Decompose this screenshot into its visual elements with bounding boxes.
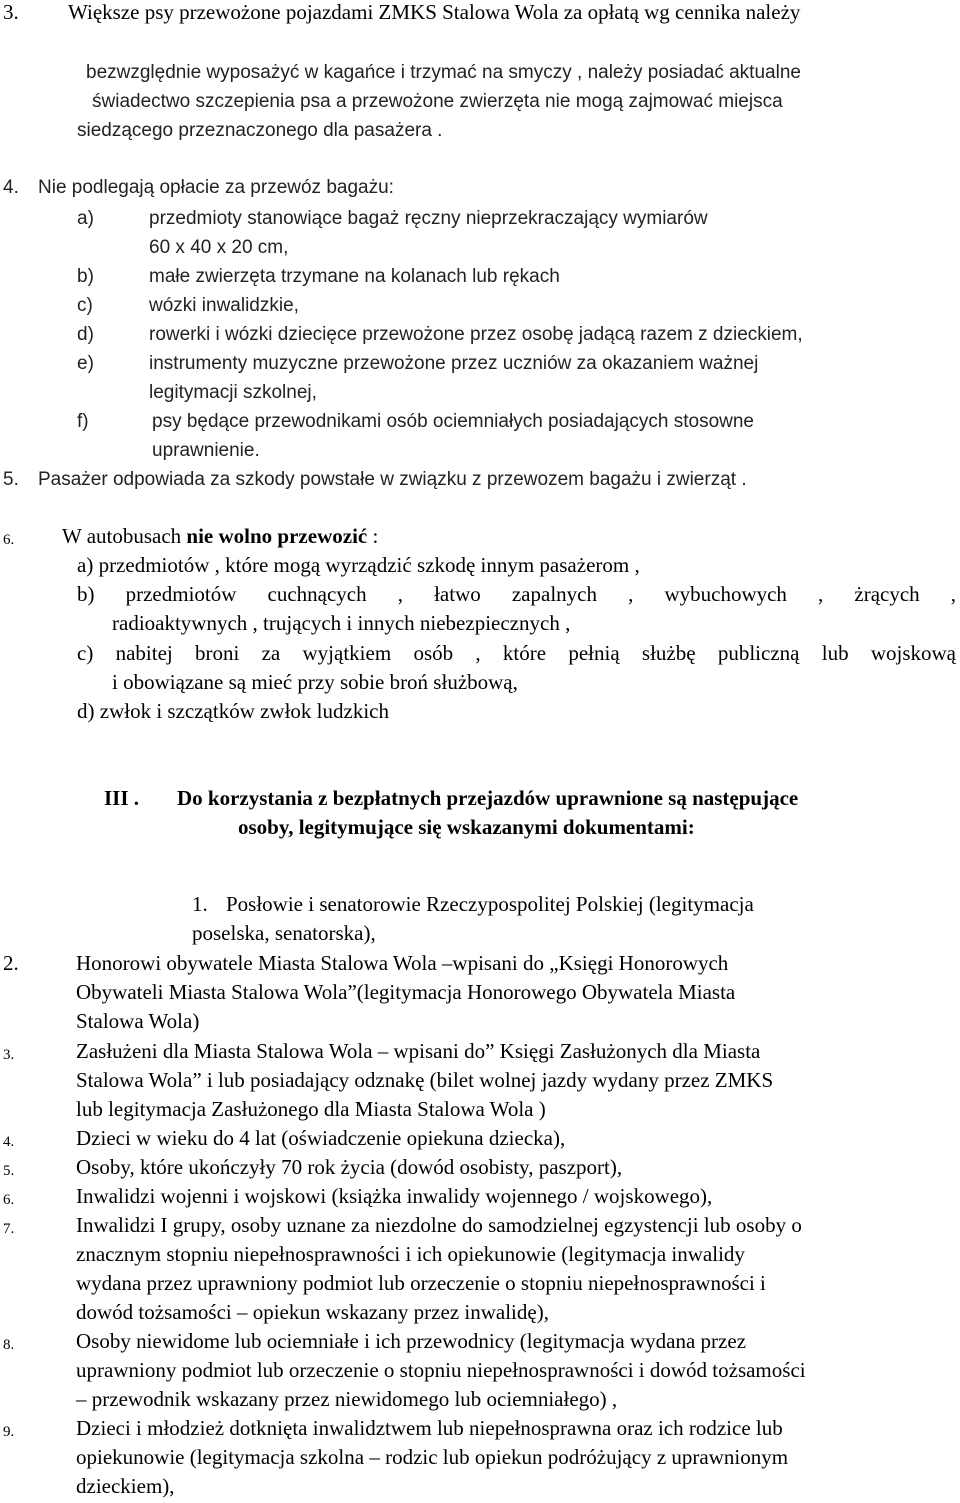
item4-e-line2: legitymacji szkolnej,: [149, 382, 317, 403]
item4-c-label: c): [77, 295, 93, 316]
item4-f-line1: psy będące przewodnikami osób ociemniałych posiadających stosowne: [152, 411, 754, 432]
item6-c-line2: i obowiązane są mieć przy sobie broń służbową,: [112, 670, 518, 694]
free-list-item-8-number: 8.: [3, 1337, 15, 1353]
item3-line4: siedzącego przeznaczonego dla pasażera .: [77, 120, 443, 141]
free-list-item-7-number: 7.: [3, 1221, 15, 1237]
free-list-item-9-line3: dzieckiem),: [76, 1474, 175, 1498]
free-list-item-5-number: 5.: [3, 1163, 15, 1179]
item6-intro: [62, 524, 378, 548]
free-list-item-2-line2: Obywateli Miasta Stalowa Wola”(legitymacja Honorowego Obywatela Miasta: [76, 980, 736, 1004]
item6-c-word: ,: [475, 641, 481, 665]
item4-b-label: b): [77, 266, 94, 287]
item4-title: Nie podlegają opłacie za przewóz bagażu:: [38, 177, 394, 198]
free-list-item-3-line2: Stalowa Wola” i lub posiadający odznakę (bilet wolnej jazdy wydany przez ZMKS: [76, 1068, 774, 1092]
item6-b-word: ,: [397, 582, 403, 606]
section3-heading-line2: osoby, legitymujące się wskazanymi dokumentami:: [238, 815, 695, 839]
free-list-item-8-line1: Osoby niewidome lub ociemniałe i ich przewodnicy (legitymacja wydana przez: [76, 1329, 747, 1353]
free-list-item-7-line4: dowód tożsamości – opiekun wskazany przez inwalidę),: [76, 1300, 549, 1324]
free-list-item-1-line2: poselska, senatorska),: [192, 921, 376, 945]
item6-c-word: osób: [413, 641, 454, 665]
item4-f-label: f): [77, 411, 89, 432]
item3-line2: bezwzględnie wyposażyć w kagańce i trzymać na smyczy , należy posiadać aktualne: [86, 62, 801, 83]
item4-a-line2: 60 x 40 x 20 cm,: [149, 237, 289, 258]
free-list-item-1-number: 1.: [192, 892, 208, 916]
free-list-item-8-line3: – przewodnik wskazany przez niewidomego lub ociemniałego) ,: [76, 1387, 618, 1411]
item6-c-word: wojskową: [870, 641, 957, 665]
item4-d-text: rowerki i wózki dziecięce przewożone przez osobę jadącą razem z dzieckiem,: [149, 324, 803, 345]
free-list-item-3-line1: Zasłużeni dla Miasta Stalowa Wola – wpisani do” Księgi Zasłużonych dla Miasta: [76, 1039, 761, 1063]
item4-a-line1: przedmioty stanowiące bagaż ręczny nieprzekraczający wymiarów: [149, 208, 708, 229]
item4-a-label: a): [77, 208, 94, 229]
item4-f-line2: uprawnienie.: [152, 440, 260, 461]
free-list-item-7-line2: znacznym stopniu niepełnosprawności i ich opiekunowie (legitymacja inwalidy: [76, 1242, 745, 1266]
item6-b-word: zapalnych: [511, 582, 597, 606]
free-list-item-5-line1: Osoby, które ukończyły 70 rok życia (dowód osobisty, paszport),: [76, 1155, 623, 1179]
free-list-item-8-line2: uprawniony podmiot lub orzeczenie o stopniu niepełnosprawności i dowód tożsamości: [76, 1358, 806, 1382]
free-list-item-9-line2: opiekunowie (legitymacja szkolna – rodzic lub opiekun podróżujący z uprawnionym: [76, 1445, 789, 1469]
item6-c-line1: [77, 641, 956, 665]
free-list-item-1-line1: Posłowie i senatorowie Rzeczypospolitej Polskiej (legitymacja: [226, 892, 754, 916]
item6-c-word: publiczną: [717, 641, 800, 665]
item6-intro-end: :: [372, 524, 379, 548]
item4-b-text: małe zwierzęta trzymane na kolanach lub rękach: [149, 266, 560, 287]
item5-text: Pasażer odpowiada za szkody powstałe w związku z przewozem bagażu i zwierząt .: [38, 469, 747, 490]
item6-c-word: służbę: [641, 641, 696, 665]
item3-line3: świadectwo szczepienia psa a przewożone zwierzęta nie mogą zajmować miejsca: [92, 91, 783, 112]
item3-number: 3.: [3, 0, 19, 24]
free-list-item-7-line1: Inwalidzi I grupy, osoby uznane za niezdolne do samodzielnej egzystencji lub osoby o: [76, 1213, 802, 1237]
item6-b-word: wybuchowych: [664, 582, 787, 606]
item5-number: 5.: [3, 469, 19, 490]
free-list-item-6-number: 6.: [3, 1192, 15, 1208]
item6-c-word: które: [502, 641, 547, 665]
item6-b-word: ,: [818, 582, 824, 606]
item6-a: a) przedmiotów , które mogą wyrządzić szkodę innym pasażerom ,: [77, 553, 640, 577]
free-list-item-6-line1: Inwalidzi wojenni i wojskowi (książka inwalidy wojennego / wojskowego),: [76, 1184, 713, 1208]
section3-number: III .: [104, 786, 140, 810]
item4-c-text: wózki inwalidzkie,: [149, 295, 299, 316]
item6-b-word: łatwo: [434, 582, 481, 606]
item6-d: d) zwłok i szczątków zwłok ludzkich: [77, 699, 389, 723]
free-list-item-3-number: 3.: [3, 1047, 15, 1063]
item6-b-word: żrących: [854, 582, 920, 606]
item6-number: 6.: [3, 532, 15, 548]
free-list-item-7-line3: wydana przez uprawniony podmiot lub orzeczenie o stopniu niepełnosprawności i: [76, 1271, 766, 1295]
item6-c-word: lub: [821, 641, 849, 665]
item6-b-word: b) przedmiotów: [77, 582, 237, 606]
item4-number: 4.: [3, 177, 19, 198]
item6-b-word: ,: [950, 582, 957, 606]
item4-e-line1: instrumenty muzyczne przewożone przez uczniów za okazaniem ważnej: [149, 353, 759, 374]
item4-d-label: d): [77, 324, 94, 345]
item6-b-line1: [77, 582, 956, 606]
item6-b-line2: radioaktywnych , trujących i innych niebezpiecznych ,: [112, 611, 571, 635]
free-list-item-3-line3: lub legitymacja Zasłużonego dla Miasta Stalowa Wola ): [76, 1097, 546, 1121]
free-list-item-9-line1: Dzieci i młodzież dotknięta inwalidztwem lub niepełnosprawna oraz ich rodzice lub: [76, 1416, 783, 1440]
free-list-item-4-number: 4.: [3, 1134, 15, 1150]
item6-c-word: pełnią: [568, 641, 620, 665]
item6-intro-text: W autobusach: [62, 524, 182, 548]
free-list-item-4-line1: Dzieci w wieku do 4 lat (oświadczenie opiekuna dziecka),: [76, 1126, 566, 1150]
item6-c-word: broni: [195, 641, 240, 665]
item3-line1: Większe psy przewożone pojazdami ZMKS Stalowa Wola za opłatą wg cennika należy: [68, 0, 801, 24]
item6-intro-bold: nie wolno przewozić: [186, 524, 368, 548]
item6-c-word: za: [261, 641, 281, 665]
free-list-item-9-number: 9.: [3, 1424, 15, 1440]
free-list-item-2-number: 2.: [3, 951, 19, 975]
item6-c-word: wyjątkiem: [302, 641, 392, 665]
item6-c-word: c) nabitej: [77, 641, 173, 665]
free-list-item-2-line3: Stalowa Wola): [76, 1009, 200, 1033]
section3-heading-line1: Do korzystania z bezpłatnych przejazdów uprawnione są następujące: [177, 786, 799, 810]
free-list-item-2-line1: Honorowi obywatele Miasta Stalowa Wola –wpisani do „Księgi Honorowych: [76, 951, 729, 975]
item4-e-label: e): [77, 353, 94, 374]
item6-b-word: cuchnących: [267, 582, 367, 606]
item6-b-word: ,: [628, 582, 634, 606]
